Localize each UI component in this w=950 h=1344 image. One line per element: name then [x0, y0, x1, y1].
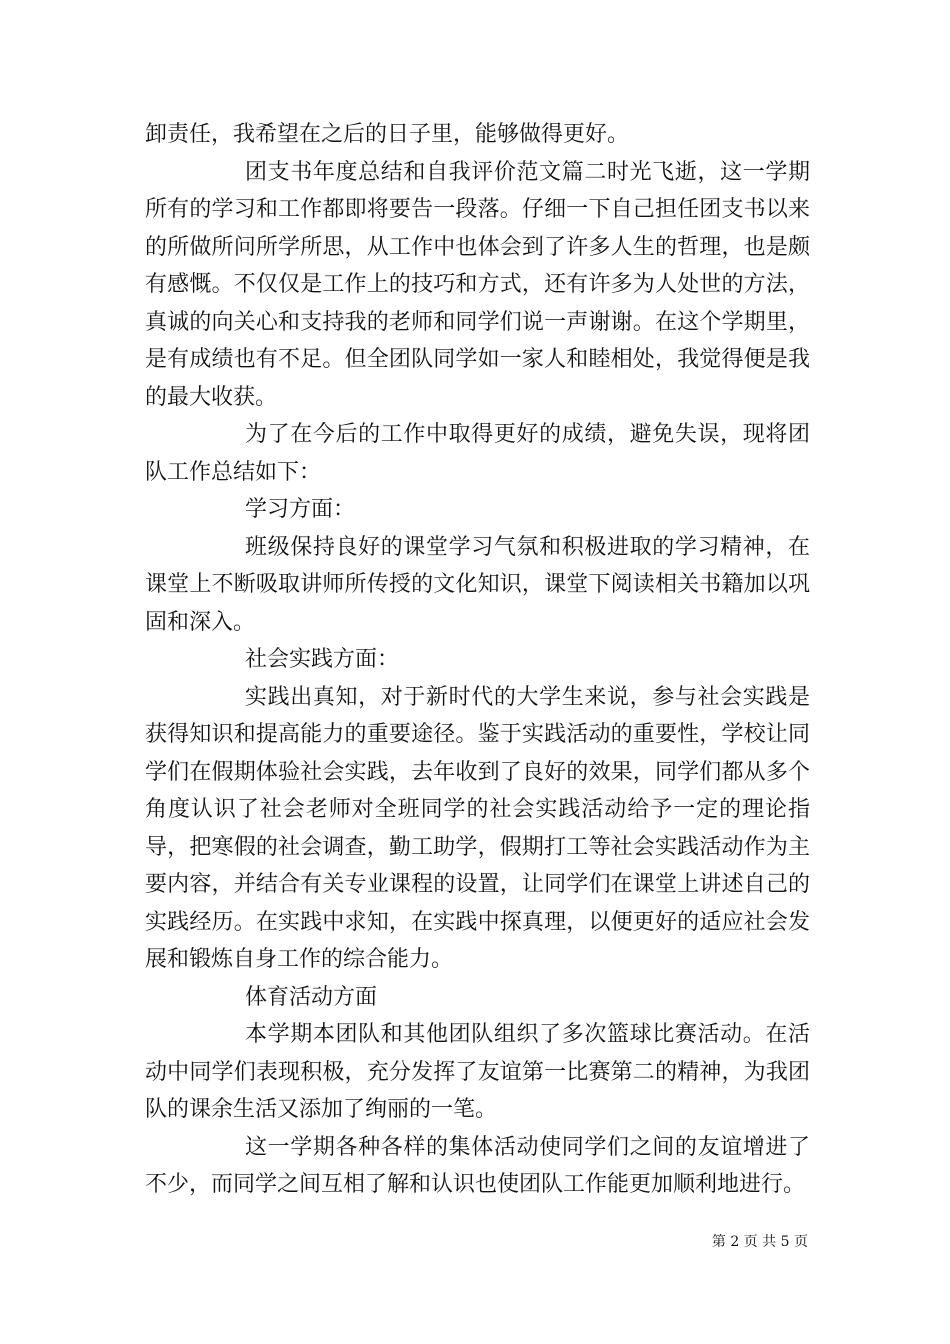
paragraph-sports: 本学期本团队和其他团队组织了多次篮球比赛活动。在活动中同学们表现积极，充分发挥了友谊第一比赛第二的精神，为我团队的课余生活又添加了绚丽的一笔。: [145, 1022, 810, 1122]
heading-social-practice: 社会实践方面：: [245, 647, 400, 672]
paragraph-intro: 团支书年度总结和自我评价范文篇二时光飞逝，这一学期所有的学习和工作都即将要告一段落。仔细一下自己担任团支书以来的所做所问所学所思，从工作中也体会到了许多人生的哲理，也是颇有感慨。不仅仅是工作上的技巧和方式，还有许多为人处世的方法，真诚的向关心和支持我的老师和同学们说一声谢谢。在这个学期里，是有成绩也有不足。但全团队同学如一家人和睦相处，我觉得便是我的最大收获。: [145, 159, 810, 410]
heading-study: 学习方面：: [245, 497, 356, 522]
paragraph-social-practice: 实践出真知，对于新时代的大学生来说，参与社会实践是获得知识和提高能力的重要途径。鉴于实践活动的重要性，学校让同学们在假期体验社会实践，去年收到了良好的效果，同学们都从多个角度认识了社会老师对全班同学的社会实践活动给予一定的理论指导，把寒假的社会调查，勤工助学，假期打工等社会实践活动作为主要内容，并结合有关专业课程的设置，让同学们在课堂上讲述自己的实践经历。在实践中求知，在实践中探真理，以便更好的适应社会发展和锻炼自身工作的综合能力。: [145, 684, 810, 972]
page-number: 第 2 页 共 5 页: [711, 1234, 808, 1250]
paragraph-study: 班级保持良好的课堂学习气氛和积极进取的学习精神，在课堂上不断吸取讲师所传授的文化知识，课堂下阅读相关书籍加以巩固和深入。: [145, 534, 810, 635]
document-body: [145, 116, 810, 1204]
paragraph-summary-lead: 为了在今后的工作中取得更好的成绩，避免失误，现将团队工作总结如下：: [145, 422, 810, 485]
heading-sports: 体育活动方面: [245, 984, 378, 1010]
paragraph-continuation: 卸责任，我希望在之后的日子里，能够做得更好。: [145, 122, 630, 147]
paragraph-closing: 这一学期各种各样的集体活动使同学们之间的友谊增进了不少，而同学之间互相了解和认识也使团队工作能更加顺利地进行。: [145, 1134, 810, 1197]
